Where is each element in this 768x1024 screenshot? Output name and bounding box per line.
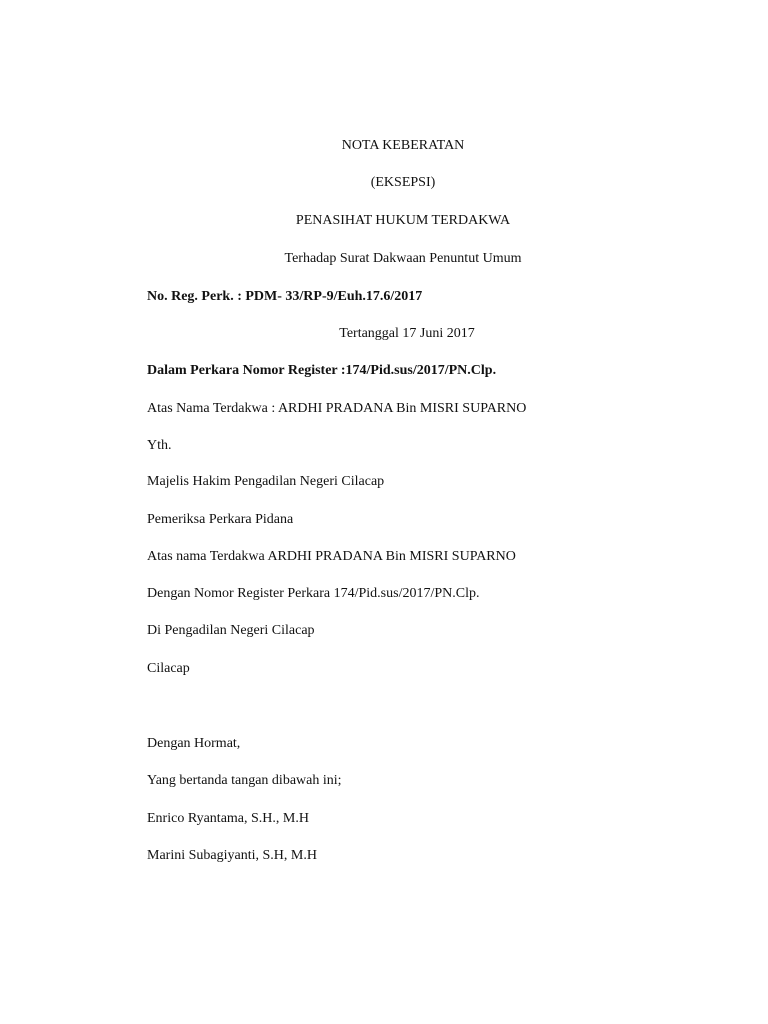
examiner-line: Pemeriksa Perkara Pidana	[147, 512, 294, 527]
address-court: Di Pengadilan Negeri Cilacap	[147, 623, 315, 638]
undersigned-line: Yang bertanda tangan dibawah ini;	[147, 773, 342, 788]
case-number: Dalam Perkara Nomor Register :174/Pid.sus/2017/PN.Clp.	[147, 363, 497, 378]
regarding-line: Terhadap Surat Dakwaan Penuntut Umum	[284, 251, 522, 266]
document-title: NOTA KEBERATAN	[341, 138, 465, 153]
document-subtitle: (EKSEPSI)	[370, 175, 436, 190]
address-city: Cilacap	[147, 661, 190, 676]
address-register: Dengan Nomor Register Perkara 174/Pid.sus/2017/PN.Clp.	[147, 586, 480, 601]
signatory-name: Enrico Ryantama, S.H., M.H	[147, 811, 309, 826]
party-heading: PENASIHAT HUKUM TERDAKWA	[295, 213, 511, 228]
recipient: Majelis Hakim Pengadilan Negeri Cilacap	[147, 474, 385, 489]
dated-line: Tertanggal 17 Juni 2017	[339, 326, 475, 341]
greeting: Dengan Hormat,	[147, 736, 241, 751]
signatory-name: Marini Subagiyanti, S.H, M.H	[147, 848, 317, 863]
registration-number: No. Reg. Perk. : PDM- 33/RP-9/Euh.17.6/2017	[147, 289, 423, 304]
address-defendant: Atas nama Terdakwa ARDHI PRADANA Bin MISRI SUPARNO	[147, 549, 516, 564]
defendant-line: Atas Nama Terdakwa : ARDHI PRADANA Bin MISRI SUPARNO	[147, 401, 527, 416]
salutation: Yth.	[147, 438, 172, 453]
